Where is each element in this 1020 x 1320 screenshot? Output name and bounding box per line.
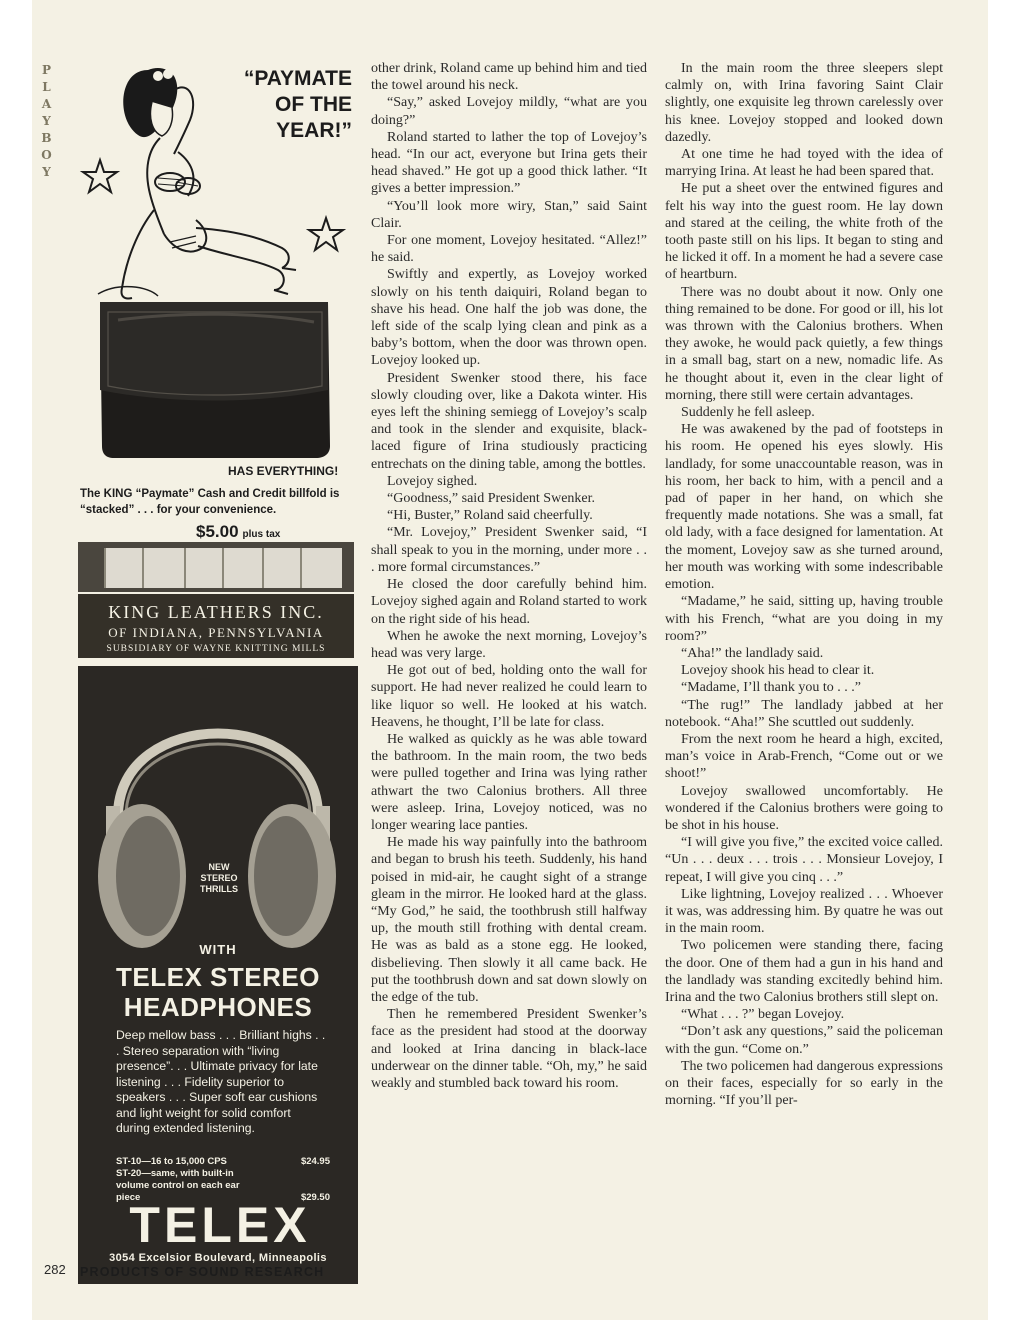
article-paragraph: He made his way painfully into the bathroom and began to brush his teeth. Suddenly, his hand poised in mid-air, he caught sight of a strange gleam in the mirror. He looked hard at the glass. “My God,” he said, the toothbrush still halfway up, the mouth still frothing with dental cream. He was as bald as a stone egg. He looked, disbelieving. Then slowly it all came back. He put the toothbrush down and sat down slowly on the edge of the tub.	[371, 835, 647, 1005]
company-subsidiary: SUBSIDIARY OF WAYNE KNITTING MILLS	[106, 644, 326, 654]
article-paragraph: “The rug!” The landlady jabbed at her notebook. “Aha!” She scuttled out suddenly.	[665, 697, 943, 730]
article-column-2	[371, 60, 647, 1092]
telex-footer: PRODUCTS OF SOUND RESEARCH	[80, 1265, 325, 1279]
article-paragraph: Suddenly he fell asleep.	[681, 405, 815, 421]
product-boxes-photo	[78, 542, 354, 592]
article-paragraph: “Don’t ask any questions,” said the policeman with the gun. “Come on.”	[665, 1024, 943, 1057]
article-paragraph: He got out of bed, holding onto the wall for support. He had never realized he could learn to like liquor so well. He looked at his watch. Heavens, he thought, I’ll be late for class.	[371, 663, 647, 730]
article-paragraph: Lovejoy swallowed uncomfortably. He wondered if the Calonius brothers were going to be shot in his house.	[665, 783, 943, 833]
king-leathers-banner	[78, 594, 354, 658]
article-paragraph: “What . . . ?” began Lovejoy.	[681, 1007, 845, 1023]
telex-headphones-ad	[78, 666, 358, 1284]
article-paragraph: “I will give you five,” the excited voice called. “Un . . . deux . . . trois . . . Monsieur Lovejoy, I repeat, I will give you cinq . . .”	[665, 835, 944, 885]
king-ad-price: $5.00 plus tax	[196, 522, 281, 541]
article-paragraph: Roland started to lather the top of Lovejoy’s head. “In our act, everyone but Irina gets their head shaved.” He got up a good thick lather. “It gives a better impression.”	[371, 129, 647, 197]
running-head-letter: O	[41, 148, 53, 162]
running-head-letter: B	[41, 131, 53, 145]
article-paragraph: He put a sheet over the entwined figures and felt his way into the guest room. He lay down and stared at the ceiling, the white froth of the tooth paste still on his lips. It began to sting and he licked it off. In a moment he had a severe case of heartburn.	[665, 181, 943, 283]
article-paragraph: The two policemen had dangerous expressions on their faces, especially for so early in the morning. “If you’ll per-	[665, 1058, 943, 1109]
article-paragraph: Swiftly and expertly, as Lovejoy worked slowly on his tenth daiquiri, Roland began to shave his head. One half the job was done, the left side of the scalp lying clean and pink as a baby’s bottom, when the door was thrown open. Lovejoy looked up.	[371, 267, 647, 369]
king-ad-headline: “PAYMATE OF THE YEAR!”	[243, 67, 352, 142]
article-paragraph: “Say,” asked Lovejoy mildly, “what are you doing?”	[371, 95, 647, 128]
article-paragraph: He walked as quickly as he was able toward the bathroom. In the main room, the two beds were pulled together and Irina was lying rather athwart the two Calonius brothers. All three were asleep. Irina, Lovejoy noticed, was no longer wearing lace panties.	[371, 731, 647, 833]
company-location: OF INDIANA, PENNSYLVANIA	[108, 625, 324, 640]
running-head-letter: Y	[42, 114, 52, 128]
article-paragraph: For one moment, Lovejoy hesitated. “Allez!” he said.	[371, 233, 647, 266]
article-paragraph: Two policemen were standing there, facing the door. One of them had a gun in his hand and the landlady was standing excitedly behind him. Irina and the two Calonius brothers still slept on.	[665, 938, 943, 1005]
article-column-3	[665, 60, 943, 1109]
model-row-st20: ST-20—same, with built-in volume control on each ear piece $29.50	[116, 1168, 330, 1203]
telex-headline: TELEX STEREO HEADPHONES	[116, 962, 320, 1022]
article-paragraph: From the next room he heard a high, excited, man’s voice in Arab-French, “Come out or we shoot!”	[665, 731, 943, 782]
article-paragraph: Lovejoy sighed.	[387, 473, 478, 489]
model-row-st10: ST-10—16 to 15,000 CPS $24.95	[116, 1156, 330, 1167]
article-paragraph: Then he remembered President Swenker’s face as the president had stood at the doorway and looked at Irina dancing in black-lace underwear on the dinner table. “Oh, my,” he said weakly and stumbled back toward his room.	[371, 1007, 647, 1091]
king-leathers-ad	[78, 60, 358, 660]
telex-ad-copy: Deep mellow bass . . . Brilliant highs . . . Stereo separation with “living presence”. . . Ultimate privacy for late listening . . . Fidelity superior to speakers . . . Super soft ear cushions and light weight for solid comfort during extended listening.	[116, 1028, 326, 1135]
king-ad-description: The KING “Paymate” Cash and Credit billfold is “stacked” . . . for your convenience.	[80, 488, 340, 516]
has-everything-tagline: HAS EVERYTHING!	[228, 464, 339, 478]
article-paragraph: Lovejoy shook his head to clear it.	[681, 663, 875, 679]
running-head-letter: A	[41, 97, 53, 111]
article-paragraph: “Madame,” he said, sitting up, having trouble with his French, “what are you doing in my room?”	[665, 594, 943, 644]
article-paragraph: When he awoke the next morning, Lovejoy’s head was very large.	[371, 628, 647, 661]
article-paragraph: “Madame, I’ll thank you to . . .”	[681, 680, 862, 696]
article-paragraph: He was awakened by the pad of footsteps in his room. He opened his eyes slowly. His landlady, for some unaccountable reason, was in his room, her back to him, with a pencil and a pad of paper in her hand, on which she frequently made notations. She was a small, fat old lady, with a face designed for lamentation. At the moment, Lovejoy saw as she turned around, her mouth was working with some indescribable emotion.	[665, 422, 943, 593]
article-paragraph: “Mr. Lovejoy,” President Swenker said, “I shall speak to you in the morning, under more . . . more formal circumstances.”	[371, 525, 647, 575]
article-paragraph: There was no doubt about it now. Only one thing remained to be done. For good or ill, his lot was thrown with the Calonius brothers. When they awoke, he would pack quietly, a few things in a small bag, start on a new, nomadic life. As he thought about it, even in the clear light of morning, there still were certain advantages.	[665, 284, 943, 403]
page-number: 282	[44, 1262, 66, 1277]
with-label: WITH	[199, 942, 237, 957]
running-head-letter: P	[41, 63, 53, 77]
new-stereo-thrills: NEW STEREO THRILLS	[200, 862, 238, 894]
article-paragraph: In the main room the three sleepers slept calmly on, with Irina favoring Saint Clair slightly, one exquisite leg thrown carelessly over his knee. Lovejoy stopped and looked down dazedly.	[665, 61, 943, 145]
article-paragraph: At one time he had toyed with the idea of marrying Irina. At least he had been spared that.	[665, 147, 943, 180]
telex-address: 3054 Excelsior Boulevard, Minneapolis	[109, 1252, 327, 1264]
article-paragraph: He closed the door carefully behind him. Lovejoy sighed again and Roland started to work on the right side of his head.	[371, 577, 647, 627]
telex-logo	[104, 1196, 336, 1248]
article-paragraph: “You’ll look more wiry, Stan,” said Saint Clair.	[371, 198, 647, 231]
svg-text:TELEX: TELEX	[129, 1197, 311, 1248]
article-paragraph: Like lightning, Lovejoy realized . . . Whoever it was, was addressing him. By quatre he was out in the main room.	[665, 886, 943, 937]
headphones-illustration	[78, 666, 358, 966]
article-paragraph: “Goodness,” said President Swenker.	[387, 491, 596, 507]
article-paragraph: other drink, Roland came up behind him and tied the towel around his neck.	[371, 61, 647, 94]
running-head-letter: L	[42, 80, 52, 94]
article-paragraph: President Swenker stood there, his face slowly clouding over, like a Dakota winter. His eyes left the shining semiegg of Lovejoy’s scalp and took in the slender and exquisite, black-laced figure of Irina studiously practicing entrechats on the dining table, among the bottles.	[371, 370, 647, 472]
article-paragraph: “Hi, Buster,” Roland said cheerfully.	[387, 508, 593, 524]
running-head	[40, 62, 54, 181]
company-name: KING LEATHERS INC.	[108, 602, 324, 622]
article-paragraph: “Aha!” the landlady said.	[681, 645, 824, 661]
running-head-letter: Y	[42, 165, 52, 179]
